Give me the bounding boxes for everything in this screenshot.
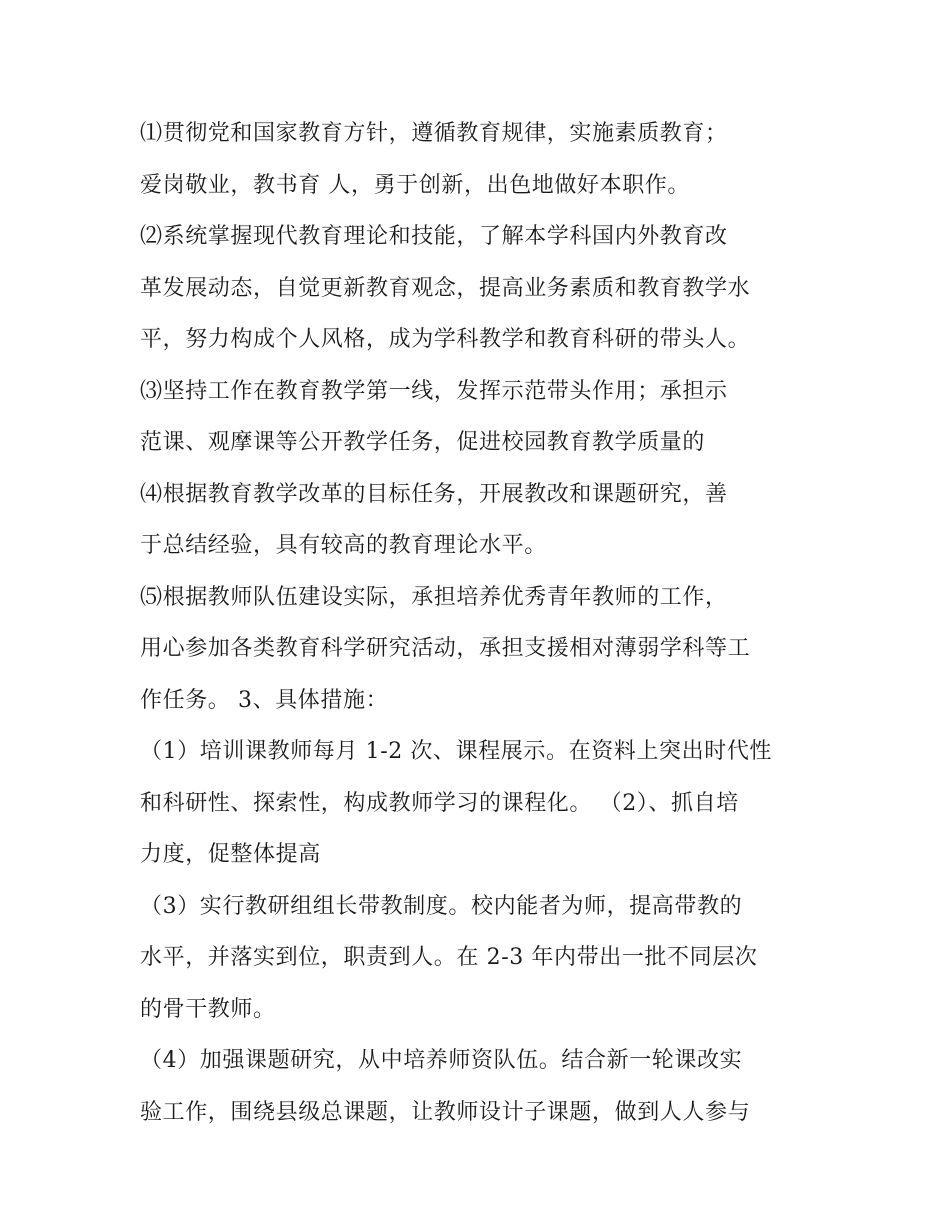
text-line: ⑵系统掌握现代教育理论和技能，了解本学科国内外教育改 [140,224,728,249]
text-line: 于总结经验，具有较高的教育理论水平。 [140,533,547,558]
text-line: 爱岗敬业，教书育 人，勇于创新，出色地做好本职作。 [140,172,690,198]
text-line: （4）加强课题研究，从中培养师资队伍。结合新一轮课改实 [140,1048,743,1073]
text-line: ⑷根据教育教学改革的目标任务，开展教改和课题研究，善 [140,481,728,507]
text-line: （1）培训课教师每月 1-2 次、课程展示。在资料上突出时代性 [140,739,773,764]
text-line: （3）实行教研组组长带教制度。校内能者为师，提高带教的 [140,893,743,919]
text-line: ⑶坚持工作在教育教学第一线，发挥示范带头作用；承担示 [140,378,728,404]
text-line: 验工作，围绕县级总课题，让教师设计子课题，做到人人参与 [140,1099,751,1125]
text-line: 和科研性、探索性，构成教师学习的课程化。 （2）、抓自培 [140,790,739,816]
text-line: 水平，并落实到位，职责到人。在 2-3 年内带出一批不同层次 [140,945,758,970]
text-line: 用心参加各类教育科学研究活动，承担支援相对薄弱学科等工 [140,636,751,661]
text-line: ⑸根据教师队伍建设实际，承担培养优秀青年教师的工作， [140,584,728,610]
text-line: 作任务。 3、具体措施： [140,687,389,713]
text-line: 的骨干教师。 [140,996,276,1022]
document-body [140,108,820,1138]
text-line: 革发展动态，自觉更新教育观念，提高业务素质和教育教学水 [140,275,751,301]
text-line: 范课、观摩课等公开教学任务，促进校园教育教学质量的 [140,430,706,455]
text-line: 力度，促整体提高 [140,842,321,867]
text-line: ⑴贯彻党和国家教育方针，遵循教育规律，实施素质教育； [140,121,728,146]
text-line: 平，努力构成个人风格，成为学科教学和教育科研的带头人。 [140,327,751,352]
